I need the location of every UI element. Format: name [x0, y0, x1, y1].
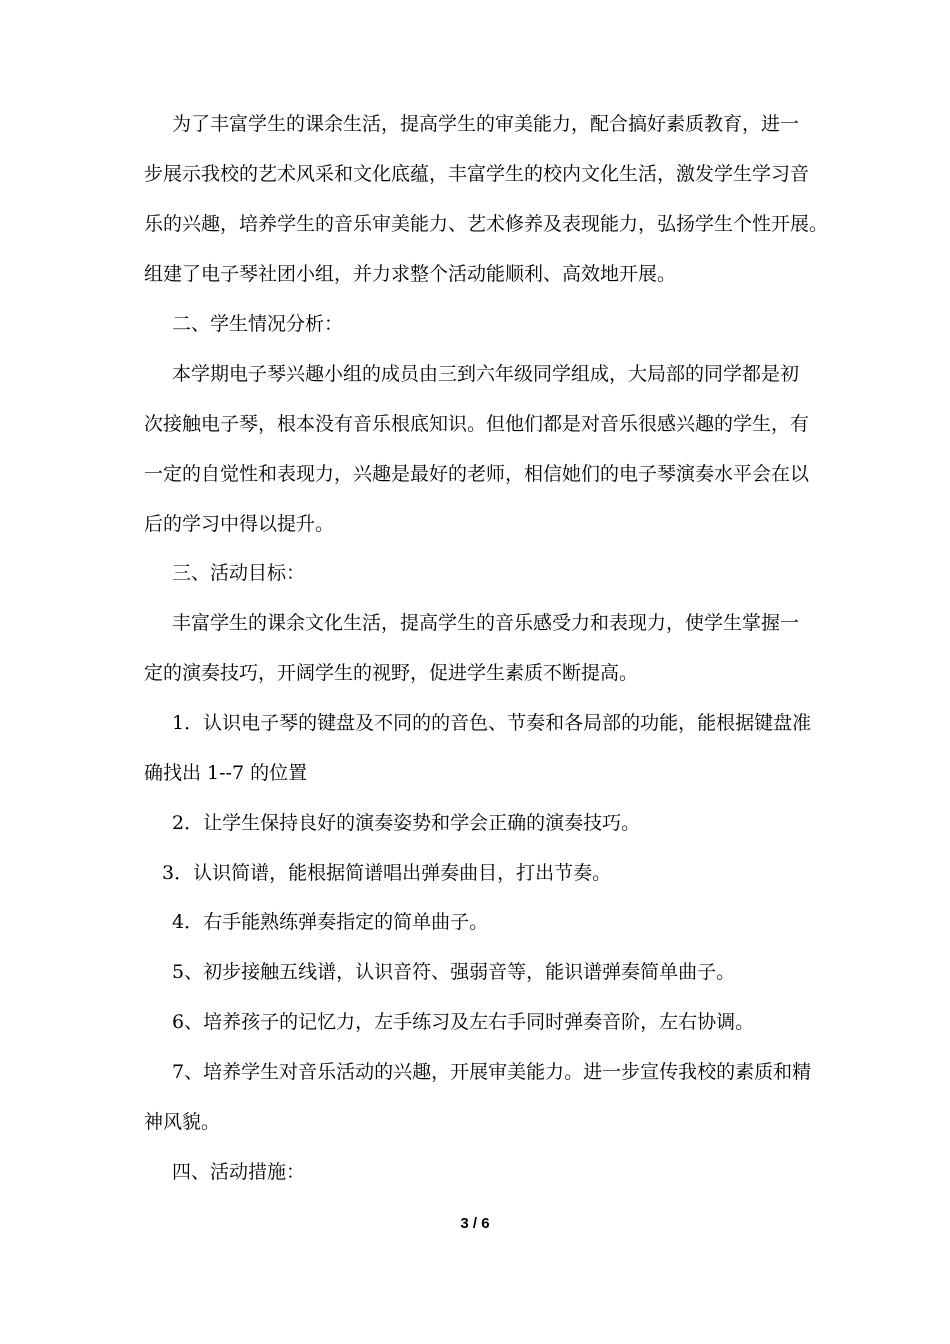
list-item-line: 2．让学生保持良好的演奏姿势和学会正确的演奏技巧。 — [172, 812, 641, 834]
paragraph-line: 乐的兴趣，培养学生的音乐审美能力、艺术修养及表现能力，弘扬学生个性开展。 — [144, 213, 829, 235]
paragraph-line: 后的学习中得以提升。 — [144, 513, 335, 535]
page-number: 3 / 6 — [460, 1215, 490, 1232]
list-item-line: 4．右手能熟练弹奏指定的简单曲子。 — [172, 911, 489, 933]
paragraph-line: 定的演奏技巧，开阔学生的视野，促进学生素质不断提高。 — [144, 662, 639, 684]
list-item-line: 神风貌。 — [144, 1111, 221, 1133]
list-item-line: 7、培养学生对音乐活动的兴趣，开展审美能力。进一步宣传我校的素质和精 — [172, 1061, 812, 1083]
paragraph-line: 一定的自觉性和表现力，兴趣是最好的老师，相信她们的电子琴演奏水平会在以 — [144, 463, 810, 485]
paragraph-line: 丰富学生的课余文化生活，提高学生的音乐感受力和表现力，使学生掌握一 — [172, 612, 800, 634]
list-item-line: 6、培养孩子的记忆力，左手练习及左右手同时弹奏音阶，左右协调。 — [172, 1011, 755, 1033]
list-item-line: 3．认识简谱，能根据简谱唱出弹奏曲目，打出节奏。 — [162, 862, 612, 884]
section-heading: 四、活动措施： — [172, 1161, 306, 1183]
paragraph-line: 组建了电子琴社团小组，并力求整个活动能顺利、高效地开展。 — [144, 263, 677, 285]
list-item-line: 5、初步接触五线谱，认识音符、强弱音等，能识谱弹奏简单曲子。 — [172, 961, 736, 983]
paragraph-line: 次接触电子琴，根本没有音乐根底知识。但他们都是对音乐很感兴趣的学生，有 — [144, 413, 810, 435]
paragraph-line: 本学期电子琴兴趣小组的成员由三到六年级同学组成，大局部的同学都是初 — [172, 363, 800, 385]
list-item-line: 确找出 1--7 的位置 — [144, 762, 308, 784]
paragraph-line: 步展示我校的艺术风采和文化底蕴，丰富学生的校内文化生活，激发学生学习音 — [144, 163, 810, 185]
section-heading: 三、活动目标： — [172, 562, 306, 584]
list-item-line: 1．认识电子琴的键盘及不同的的音色、节奏和各局部的功能，能根据键盘准 — [172, 712, 812, 734]
paragraph-line: 为了丰富学生的课余生活，提高学生的审美能力，配合搞好素质教育，进一 — [172, 113, 800, 135]
section-heading: 二、学生情况分析： — [172, 313, 344, 335]
